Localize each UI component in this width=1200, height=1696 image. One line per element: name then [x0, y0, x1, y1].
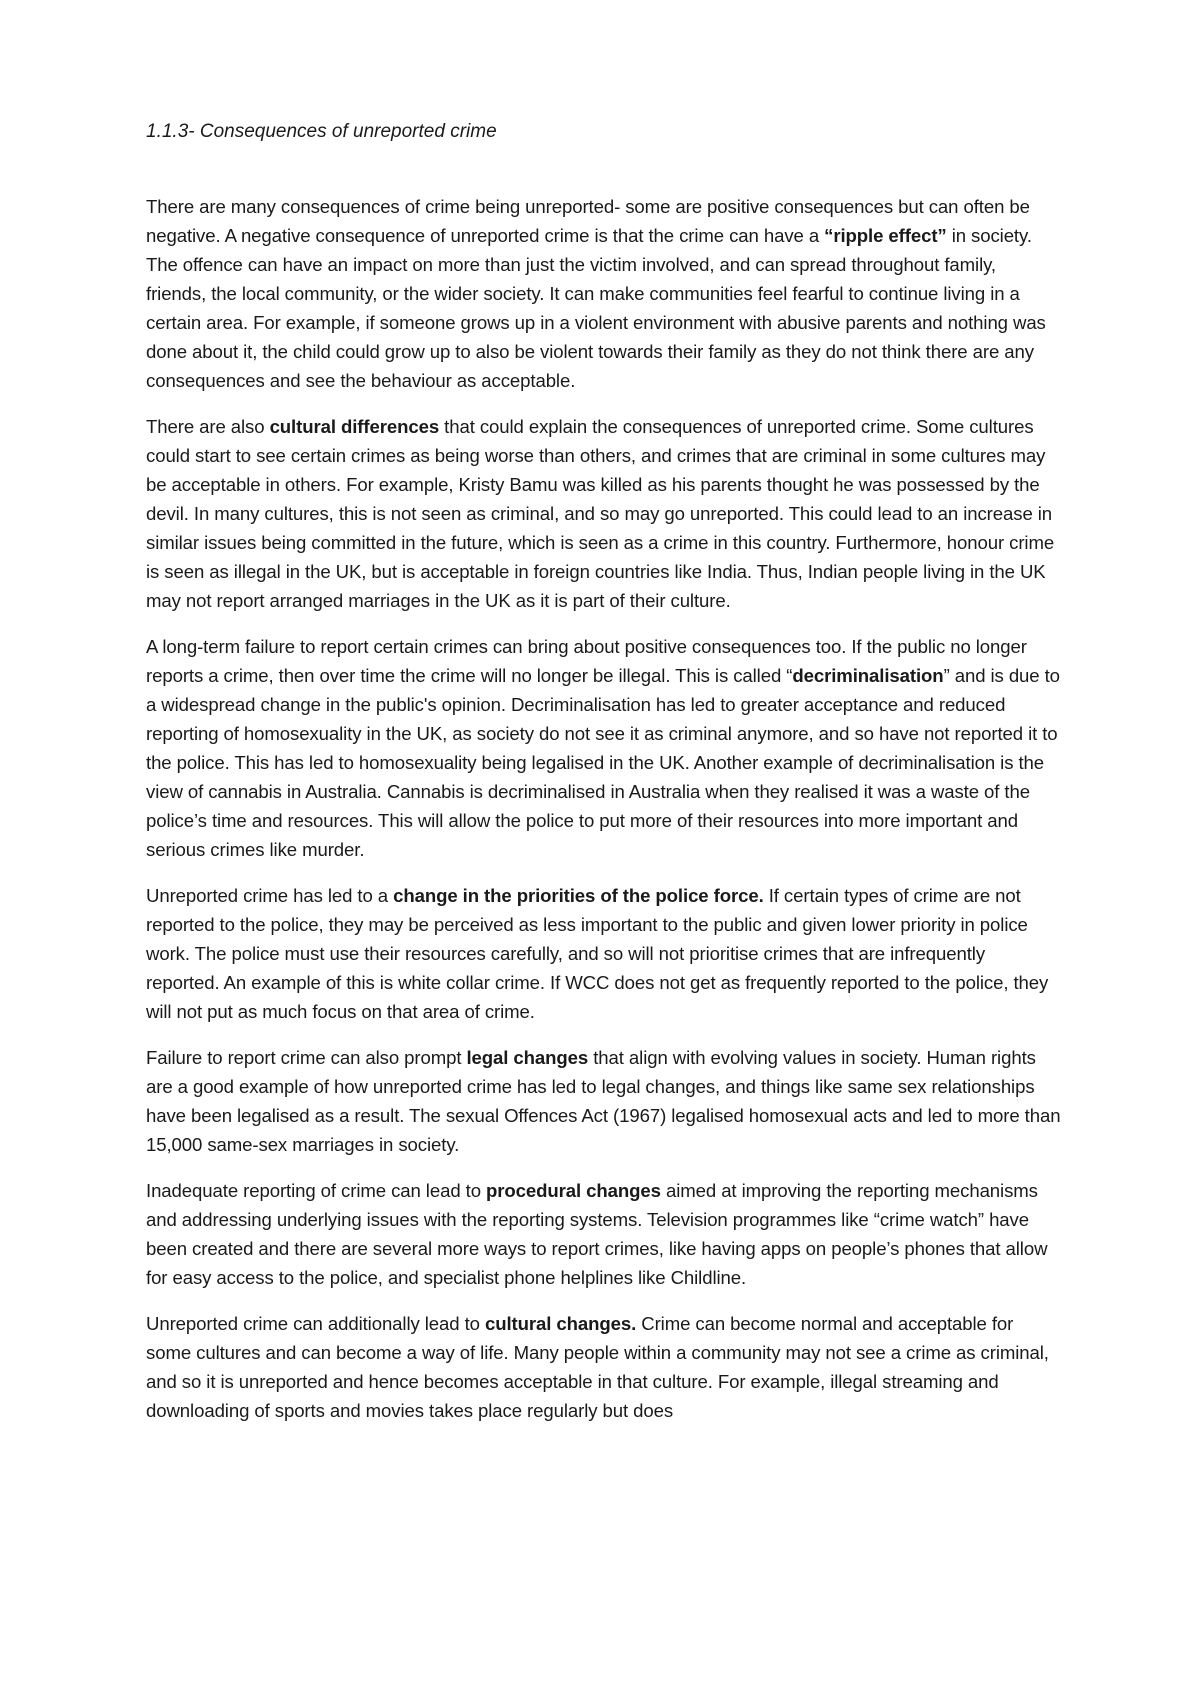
key-term: “ripple effect” [824, 225, 947, 246]
paragraph-text: in society. The offence can have an impact on more than just the victim involved, and can spread throughout family, friends, the local community, or the wider society. It can make communities feel fearful to continue living in a certain area. For example, if someone grows up in a violent environment with abusive parents and nothing was done about it, the child could grow up to also be violent towards their family as they do not think there are any consequences and see the behaviour as acceptable. [146, 225, 1046, 391]
paragraph-text: If certain types of crime are not reported to the police, they may be perceived as less important to the public and given lower priority in police work. The police must use their resources carefully, and so will not prioritise crimes that are infrequently reported. An example of this is white collar crime. If WCC does not get as frequently reported to the police, they will not put as much focus on that area of crime. [146, 885, 1049, 1022]
paragraph-text: Unreported crime can additionally lead to [146, 1313, 485, 1334]
document-body [146, 118, 1061, 1442]
body-paragraph [146, 632, 1061, 864]
section-heading: 1.1.3- Consequences of unreported crime [146, 121, 497, 142]
key-term: cultural differences [269, 416, 440, 437]
paragraph-text: Crime can become normal and acceptable for some cultures and can become a way of life. Many people within a community may not see a crime as criminal, and so it is unreported and hence becomes acceptable in that culture. For example, illegal streaming and downloading of sports and movies takes place regularly but does [146, 1313, 1049, 1421]
paragraph-text: ” and is due to a widespread change in the public's opinion. Decriminalisation has led to greater acceptance and reduced reporting of homosexuality in the UK, as society do not see it as criminal anymore, and so have not reported it to the police. This has led to homosexuality being legalised in the UK. Another example of decriminalisation is the view of cannabis in Australia. Cannabis is decriminalised in Australia when they realised it was a waste of the police’s time and resources. This will allow the police to put more of their resources into more important and serious crimes like murder. [146, 665, 1060, 860]
paragraph-text: Inadequate reporting of crime can lead to [146, 1180, 487, 1201]
paragraph-text: There are many consequences of crime being unreported- some are positive consequences but can often be negative. A negative consequence of unreported crime is that the crime can have a [146, 196, 1030, 246]
key-term: decriminalisation [792, 665, 944, 686]
paragraph-text: There are also [146, 416, 270, 437]
body-paragraph [146, 1309, 1061, 1425]
paragraph-text: Unreported crime has led to a [146, 885, 394, 906]
key-term: cultural changes. [484, 1313, 637, 1334]
paragraph-text: A long-term failure to report certain crimes can bring about positive consequences too. If the public no longer reports a crime, then over time the crime will no longer be illegal. This is called “ [146, 636, 1027, 686]
body-paragraph [146, 1043, 1061, 1159]
paragraph-text: aimed at improving the reporting mechanisms and addressing underlying issues with the reporting systems. Television programmes like “crime watch” have been created and there are several more ways to report crimes, like having apps on people’s phones that allow for easy access to the police, and specialist phone helplines like Childline. [146, 1180, 1048, 1288]
body-paragraph [146, 1176, 1061, 1292]
key-term: procedural changes [486, 1180, 661, 1201]
body-paragraph [146, 412, 1061, 615]
key-term: change in the priorities of the police force. [393, 885, 764, 906]
body-paragraph [146, 192, 1061, 395]
key-term: legal changes [466, 1047, 589, 1068]
body-paragraph [146, 881, 1061, 1026]
paragraph-list [146, 192, 1061, 1425]
paragraph-text: Failure to report crime can also prompt [146, 1047, 467, 1068]
paragraph-text: that align with evolving values in society. Human rights are a good example of how unreported crime has led to legal changes, and things like same sex relationships have been legalised as a result. The sexual Offences Act (1967) legalised homosexual acts and led to more than 15,000 same-sex marriages in society. [146, 1047, 1061, 1155]
paragraph-text: that could explain the consequences of unreported crime. Some cultures could start to see certain crimes as being worse than others, and crimes that are criminal in some cultures may be acceptable in others. For example, Kristy Bamu was killed as his parents thought he was possessed by the devil. In many cultures, this is not seen as criminal, and so may go unreported. This could lead to an increase in similar issues being committed in the future, which is seen as a crime in this country. Furthermore, honour crime is seen as illegal in the UK, but is acceptable in foreign countries like India. Thus, Indian people living in the UK may not report arranged marriages in the UK as it is part of their culture. [146, 416, 1055, 611]
